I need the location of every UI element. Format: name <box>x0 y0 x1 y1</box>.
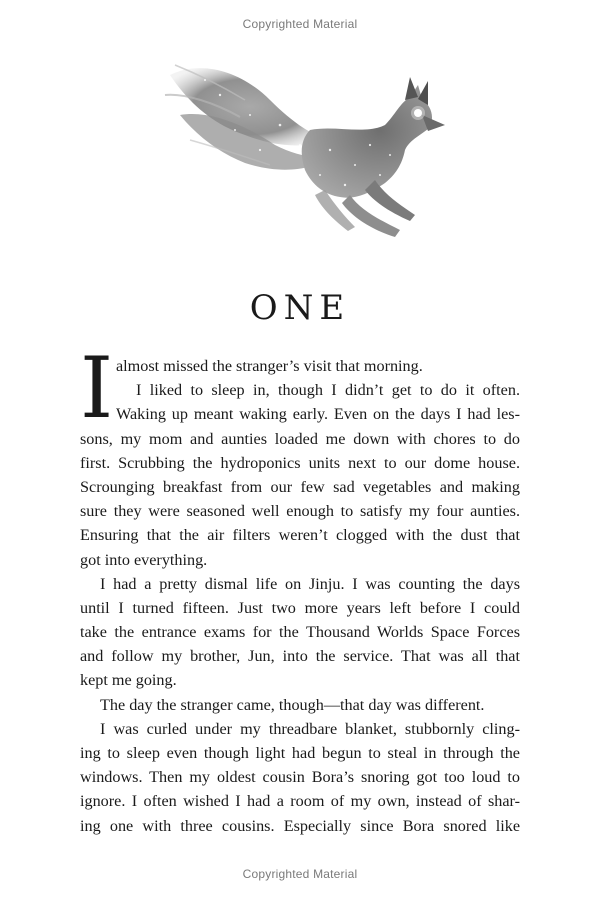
copyright-watermark-top: Copyrighted Material <box>242 17 358 31</box>
text-line: ing one with three cousins. Especially since Bora snored like <box>80 816 520 835</box>
text-line: almost missed the stranger’s visit that morning. <box>116 357 423 375</box>
text-line: got into everything. <box>80 550 208 569</box>
text-line: Scrounging breakfast from our few sad vegetables and making <box>80 477 520 496</box>
text-line: Ensuring that the air filters weren’t clogged with the dust that <box>80 526 520 545</box>
text-line: kept me going. <box>80 671 177 690</box>
text-line: take the entrance exams for the Thousand Worlds Space Forces <box>80 623 520 642</box>
text-line: first. Scrubbing the hydroponics units next to our dome house. <box>80 453 520 472</box>
copyright-watermark-bottom: Copyrighted Material <box>242 867 358 881</box>
spirit-fox-illustration <box>160 55 450 245</box>
text-line: I had a pretty dismal life on Jinju. I was counting the days <box>100 574 520 593</box>
text-line: and follow my brother, Jun, into the service. That was all that <box>80 647 520 666</box>
text-line: sure they were seasoned well enough to satisfy my four aunties. <box>80 502 520 521</box>
text-line: Waking up meant waking early. Even on the days I had les- <box>116 405 520 424</box>
text-line: The day the stranger came, though—that day was different. <box>100 695 485 714</box>
chapter-body <box>80 339 520 838</box>
text-line: ignore. I often wished I had a room of my own, instead of shar- <box>80 792 520 811</box>
chapter-title: ONE <box>249 288 351 328</box>
text-line: I was curled under my threadbare blanket, stubbornly cling- <box>100 719 520 738</box>
drop-cap: I <box>80 339 114 437</box>
text-line: I liked to sleep in, though I didn’t get to do it often. <box>136 381 520 400</box>
text-line: ing to sleep even though light had begun to steal in through the <box>80 744 520 762</box>
text-line: windows. Then my oldest cousin Bora’s snoring got too loud to <box>80 768 520 787</box>
text-line: until I turned fifteen. Just two more years left before I could <box>80 598 520 617</box>
text-line: sons, my mom and aunties loaded me down with chores to do <box>80 429 520 448</box>
